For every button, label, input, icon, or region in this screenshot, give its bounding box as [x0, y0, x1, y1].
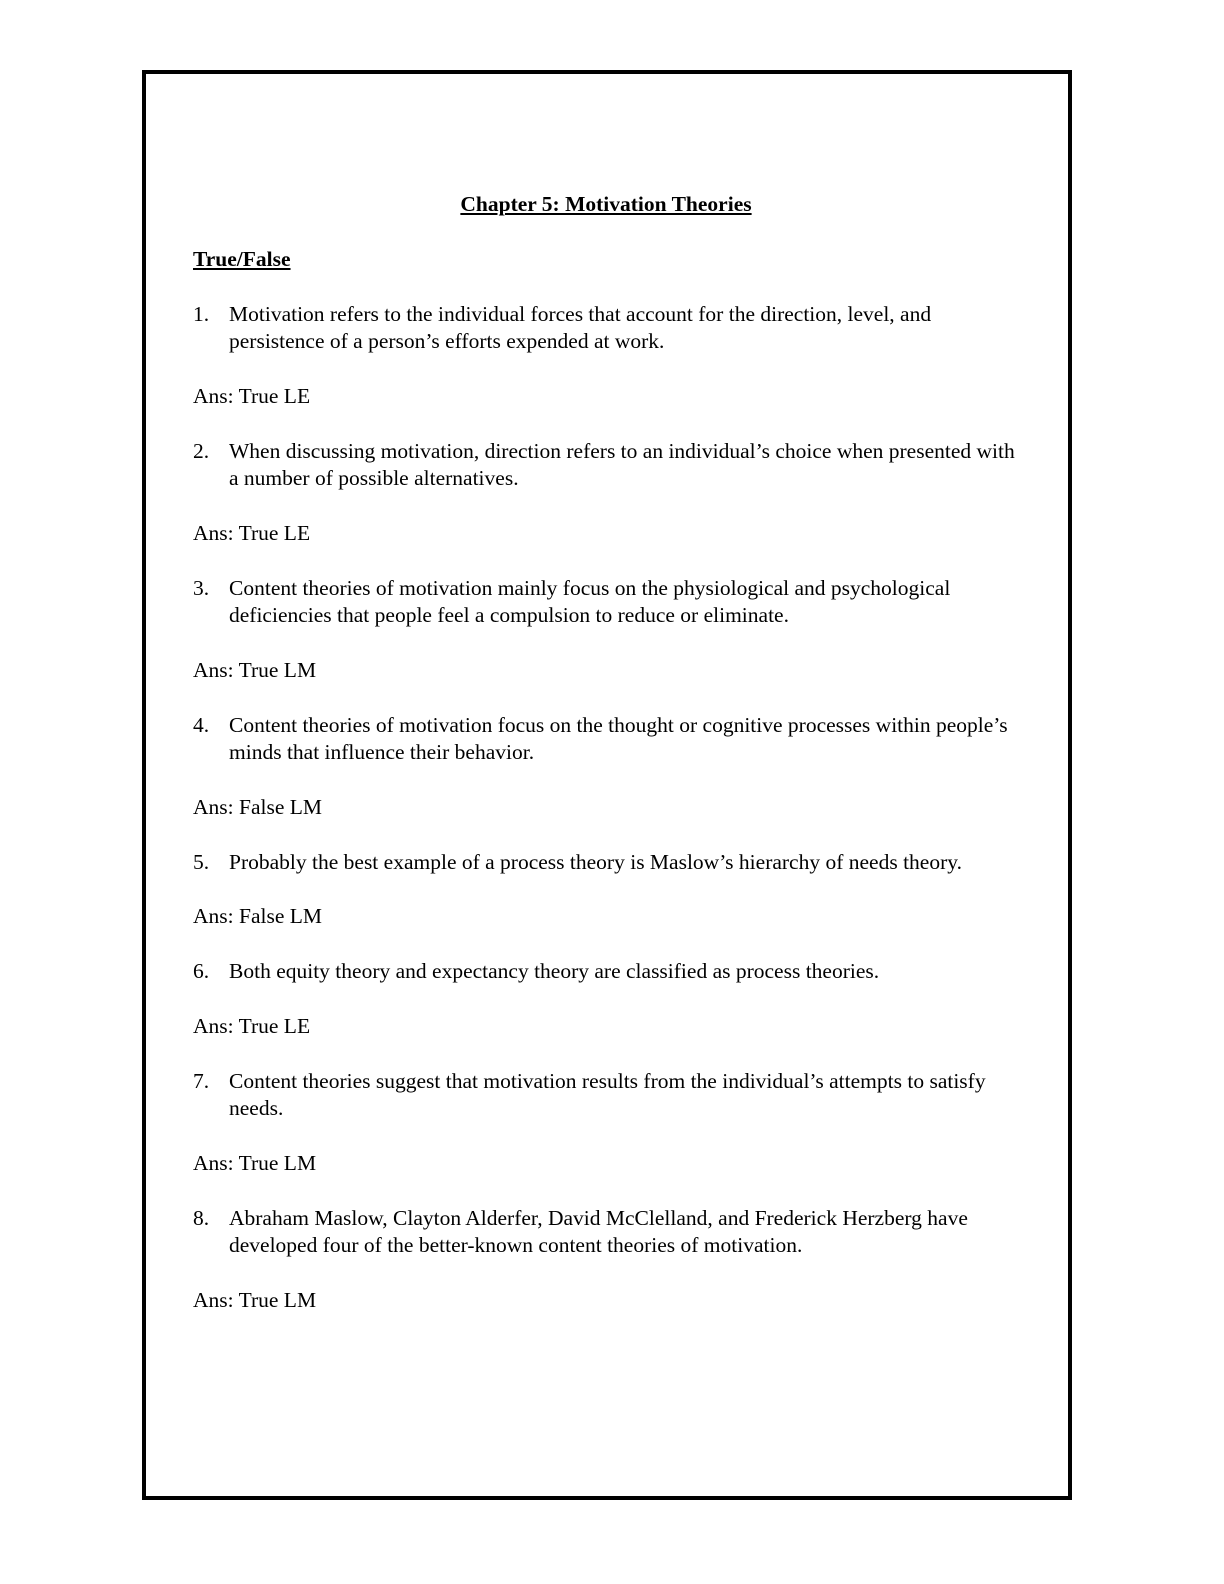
- question-item: [193, 1068, 1023, 1123]
- question-block: [193, 438, 1023, 548]
- answer-line: Ans: False LM: [193, 904, 322, 929]
- question-text: Both equity theory and expectancy theory are classified as process theories.: [229, 959, 880, 984]
- question-item: [193, 438, 1023, 493]
- question-block: [193, 712, 1023, 822]
- question-block: [193, 1068, 1023, 1178]
- question-text: Abraham Maslow, Clayton Alderfer, David McClelland, and Frederick Herzberg have developed four of the better-known content theories of motivation.: [229, 1205, 968, 1258]
- document-body: [193, 191, 1023, 1342]
- answer-line: Ans: True LE: [193, 520, 311, 545]
- question-number: 4.: [193, 712, 210, 737]
- question-text: Probably the best example of a process theory is Maslow’s hierarchy of needs theory.: [229, 849, 962, 874]
- question-number: 8.: [193, 1205, 210, 1230]
- chapter-title: Chapter 5: Motivation Theories: [460, 192, 752, 216]
- question-item: [193, 575, 1023, 630]
- question-block: [193, 575, 1023, 685]
- answer-line: Ans: True LE: [193, 383, 311, 408]
- question-item: [193, 301, 1023, 356]
- answer-line: Ans: True LM: [193, 1287, 317, 1312]
- question-text: Content theories of motivation mainly focus on the physiological and psychological deficiencies that people feel a compulsion to reduce or eliminate.: [229, 575, 951, 627]
- question-item: [193, 712, 1023, 767]
- question-block: [193, 301, 1023, 411]
- question-block: [193, 1205, 1023, 1315]
- question-block: [193, 849, 1023, 931]
- question-block: [193, 958, 1023, 1040]
- question-text: Motivation refers to the individual forces that account for the direction, level, and persistence of a person’s efforts expended at work.: [229, 301, 932, 353]
- question-number: 5.: [193, 849, 210, 874]
- answer-line: Ans: False LM: [193, 794, 322, 819]
- question-text: Content theories suggest that motivation results from the individual’s attempts to satisfy needs.: [229, 1068, 986, 1121]
- question-item: [193, 958, 1023, 985]
- question-item: [193, 1205, 1023, 1260]
- question-text: Content theories of motivation focus on the thought or cognitive processes within people’s minds that influence their behavior.: [229, 712, 1008, 764]
- question-number: 2.: [193, 438, 210, 463]
- question-number: 1.: [193, 301, 210, 326]
- answer-line: Ans: True LM: [193, 1150, 317, 1175]
- question-number: 7.: [193, 1068, 210, 1093]
- answer-line: Ans: True LM: [193, 657, 317, 682]
- section-heading: True/False: [193, 246, 291, 271]
- question-number: 6.: [193, 959, 210, 984]
- answer-line: Ans: True LE: [193, 1013, 311, 1038]
- question-number: 3.: [193, 575, 210, 600]
- question-text: When discussing motivation, direction refers to an individual’s choice when presented with a number of possible alternatives.: [229, 438, 1015, 490]
- question-item: [193, 849, 1023, 876]
